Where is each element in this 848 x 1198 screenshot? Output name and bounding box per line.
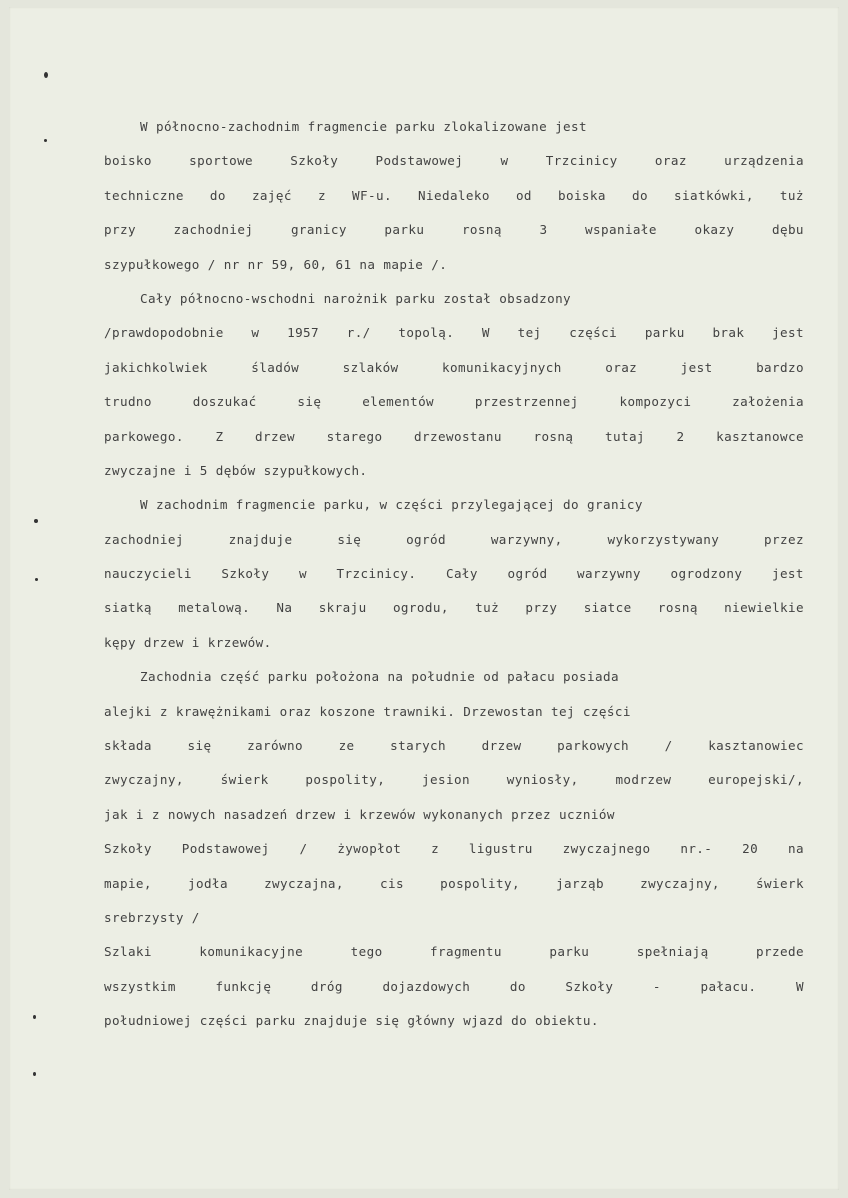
word: dróg bbox=[310, 978, 343, 994]
word: się bbox=[187, 738, 212, 754]
word: przy bbox=[104, 222, 136, 238]
word: dębu bbox=[771, 222, 804, 238]
word: Cały bbox=[445, 566, 478, 582]
word: warzywny, bbox=[490, 531, 563, 547]
word: do bbox=[509, 978, 526, 994]
word: Trzcinicy bbox=[545, 153, 618, 169]
word: zachodniej bbox=[173, 222, 254, 238]
word: wszystkim bbox=[104, 978, 176, 994]
word: wykorzystywany bbox=[607, 531, 720, 547]
word: rosną bbox=[533, 428, 574, 444]
word: drzewostanu bbox=[414, 428, 502, 444]
document-text bbox=[104, 110, 804, 1039]
word: z bbox=[317, 187, 326, 203]
word: / bbox=[299, 841, 308, 857]
word: brak bbox=[712, 325, 745, 341]
text-line: alejki z krawężnikami oraz koszone trawniki. Drzewostan tej części bbox=[104, 703, 631, 719]
word: ligustru bbox=[468, 841, 533, 857]
word: Z bbox=[215, 428, 224, 444]
text-line: Cały północno-wschodni narożnik parku został obsadzony bbox=[140, 290, 572, 306]
text-line bbox=[104, 970, 804, 1004]
word: bardzo bbox=[756, 359, 804, 375]
word: szlaków bbox=[342, 359, 399, 375]
text-line bbox=[104, 729, 804, 763]
binding-hole-mark bbox=[44, 72, 48, 78]
word: oraz bbox=[654, 153, 687, 169]
word: Trzcinicy. bbox=[336, 566, 417, 582]
word: - bbox=[652, 978, 661, 994]
binding-hole-mark bbox=[33, 1015, 36, 1019]
word: pospolity, bbox=[305, 772, 386, 788]
word: boisko bbox=[104, 153, 152, 169]
word: elementów bbox=[362, 394, 435, 410]
word: zachodniej bbox=[104, 531, 184, 547]
word: sportowe bbox=[189, 153, 254, 169]
word: niewielkie bbox=[724, 600, 804, 616]
word: tego bbox=[350, 944, 383, 960]
text-line: zwyczajne i 5 dębów szypułkowych. bbox=[104, 462, 368, 478]
word: funkcję bbox=[215, 978, 272, 994]
word: tuż bbox=[779, 187, 804, 203]
word: się bbox=[297, 394, 322, 410]
word: zarówno bbox=[247, 738, 303, 754]
word: okazy bbox=[694, 222, 735, 238]
word: techniczne bbox=[104, 187, 184, 203]
word: cis bbox=[380, 875, 404, 891]
word: granicy bbox=[290, 222, 347, 238]
text-line: kępy drzew i krzewów. bbox=[104, 634, 272, 650]
word: w bbox=[298, 566, 307, 582]
binding-hole-mark bbox=[34, 519, 38, 523]
text-line: Zachodnia część parku położona na południe od pałacu posiada bbox=[140, 669, 619, 685]
word: zwyczajny, bbox=[640, 875, 720, 891]
word: ogrodu, bbox=[392, 600, 449, 616]
word: rosną bbox=[461, 222, 502, 238]
text-line bbox=[104, 867, 804, 901]
word: Na bbox=[276, 600, 293, 616]
word: parku bbox=[644, 325, 685, 341]
text-line bbox=[104, 144, 804, 178]
word: komunikacyjnych bbox=[442, 359, 562, 375]
text-line: srebrzysty / bbox=[104, 909, 200, 925]
word: dojazdowych bbox=[382, 978, 471, 994]
word: modrzew bbox=[615, 772, 672, 788]
word: Niedaleko bbox=[418, 187, 490, 203]
word: z bbox=[431, 841, 440, 857]
word: 3 bbox=[539, 222, 548, 238]
word: na bbox=[788, 841, 804, 857]
binding-hole-mark bbox=[35, 578, 38, 581]
word: europejski/, bbox=[708, 772, 804, 788]
word: doszukać bbox=[192, 394, 257, 410]
word: starych bbox=[390, 738, 447, 754]
word: ogród bbox=[507, 566, 548, 582]
word: Szkoły bbox=[290, 153, 339, 169]
word: jest bbox=[680, 359, 713, 375]
word: 2 bbox=[676, 428, 685, 444]
word: fragmentu bbox=[430, 944, 502, 960]
word: /prawdopodobnie bbox=[104, 325, 224, 341]
word: kasztanowce bbox=[716, 428, 804, 444]
text-line bbox=[104, 591, 804, 625]
text-line bbox=[104, 557, 804, 591]
text-line bbox=[104, 351, 804, 385]
word: topolą. bbox=[398, 325, 455, 341]
text-line bbox=[104, 832, 804, 866]
text-line bbox=[104, 179, 804, 213]
word: w bbox=[251, 325, 260, 341]
word: jodła bbox=[188, 875, 228, 891]
word: kasztanowiec bbox=[708, 738, 804, 754]
word: Podstawowej bbox=[375, 153, 464, 169]
word: mapie, bbox=[104, 875, 152, 891]
word: żywopłot bbox=[337, 841, 402, 857]
word: Szkoły bbox=[221, 566, 270, 582]
word: jest bbox=[771, 566, 804, 582]
word: w bbox=[500, 153, 509, 169]
text-line: szypułkowego / nr nr 59, 60, 61 na mapie /. bbox=[104, 256, 448, 272]
word: nauczycieli bbox=[104, 566, 192, 582]
word: parku bbox=[549, 944, 590, 960]
word: założenia bbox=[732, 394, 804, 410]
text-line bbox=[104, 420, 804, 454]
word: kompozyci bbox=[619, 394, 692, 410]
word: metalową. bbox=[178, 600, 251, 616]
word: parkowego. bbox=[104, 428, 184, 444]
word: drzew bbox=[481, 738, 522, 754]
word: siatce bbox=[583, 600, 632, 616]
text-line bbox=[104, 385, 804, 419]
word: W bbox=[481, 325, 490, 341]
word: jakichkolwiek bbox=[104, 359, 208, 375]
text-line bbox=[104, 763, 804, 797]
word: tuż bbox=[475, 600, 500, 616]
word: przestrzennej bbox=[474, 394, 579, 410]
text-line bbox=[104, 316, 804, 350]
word: parku bbox=[384, 222, 425, 238]
word: warzywny bbox=[577, 566, 641, 582]
word: boiska bbox=[557, 187, 606, 203]
word: skraju bbox=[318, 600, 367, 616]
word: parkowych bbox=[557, 738, 629, 754]
word: pospolity, bbox=[440, 875, 520, 891]
word: W bbox=[795, 978, 804, 994]
word: jarząb bbox=[556, 875, 604, 891]
text-line bbox=[104, 213, 804, 247]
text-line: W zachodnim fragmencie parku, w części przylegającej do granicy bbox=[140, 497, 643, 513]
word: r./ bbox=[346, 325, 371, 341]
word: Szlaki bbox=[104, 944, 152, 960]
word: 20 bbox=[742, 841, 759, 857]
word: ogród bbox=[406, 531, 446, 547]
word: przez bbox=[764, 531, 804, 547]
word: nr.- bbox=[680, 841, 713, 857]
word: do bbox=[631, 187, 648, 203]
word: urządzenia bbox=[724, 153, 804, 169]
word: WF-u. bbox=[352, 187, 392, 203]
text-line: W północno-zachodnim fragmencie parku zlokalizowane jest bbox=[140, 119, 587, 134]
word: ogrodzony bbox=[670, 566, 743, 582]
word: świerk bbox=[220, 772, 269, 788]
word: rosną bbox=[657, 600, 698, 616]
binding-hole-mark bbox=[33, 1072, 36, 1076]
word: Szkoły bbox=[565, 978, 614, 994]
word: siatką bbox=[104, 600, 152, 616]
word: siatkówki, bbox=[674, 187, 754, 203]
word: oraz bbox=[605, 359, 638, 375]
word: wspaniałe bbox=[585, 222, 657, 238]
word: starego bbox=[326, 428, 383, 444]
text-line bbox=[104, 935, 804, 969]
word: zwyczajnego bbox=[562, 841, 651, 857]
word: komunikacyjne bbox=[199, 944, 304, 960]
word: drzew bbox=[255, 428, 295, 444]
word: części bbox=[569, 325, 618, 341]
word: od bbox=[515, 187, 532, 203]
text-line: południowej części parku znajduje się główny wjazd do obiektu. bbox=[104, 1013, 599, 1029]
word: spełniają bbox=[636, 944, 709, 960]
word: śladów bbox=[251, 359, 300, 375]
word: Podstawowej bbox=[181, 841, 270, 857]
binding-hole-mark bbox=[44, 139, 47, 142]
word: składa bbox=[104, 738, 152, 754]
word: jesion bbox=[422, 772, 470, 788]
word: tej bbox=[517, 325, 542, 341]
word: świerk bbox=[756, 875, 804, 891]
word: zwyczajna, bbox=[264, 875, 344, 891]
word: zajęć bbox=[251, 187, 292, 203]
text-line bbox=[104, 523, 804, 557]
word: do bbox=[209, 187, 226, 203]
word: trudno bbox=[104, 394, 152, 410]
word: / bbox=[664, 738, 673, 754]
word: 1957 bbox=[287, 325, 320, 341]
word: przede bbox=[756, 944, 804, 960]
word: jest bbox=[772, 325, 804, 341]
word: znajduje bbox=[228, 531, 293, 547]
word: Szkoły bbox=[104, 841, 152, 857]
word: przy bbox=[525, 600, 558, 616]
word: wyniosły, bbox=[506, 772, 579, 788]
word: pałacu. bbox=[700, 978, 757, 994]
text-line: jak i z nowych nasadzeń drzew i krzewów wykonanych przez uczniów bbox=[104, 806, 615, 822]
word: tutaj bbox=[605, 428, 645, 444]
word: zwyczajny, bbox=[104, 772, 184, 788]
word: ze bbox=[338, 738, 355, 754]
word: się bbox=[337, 531, 362, 547]
